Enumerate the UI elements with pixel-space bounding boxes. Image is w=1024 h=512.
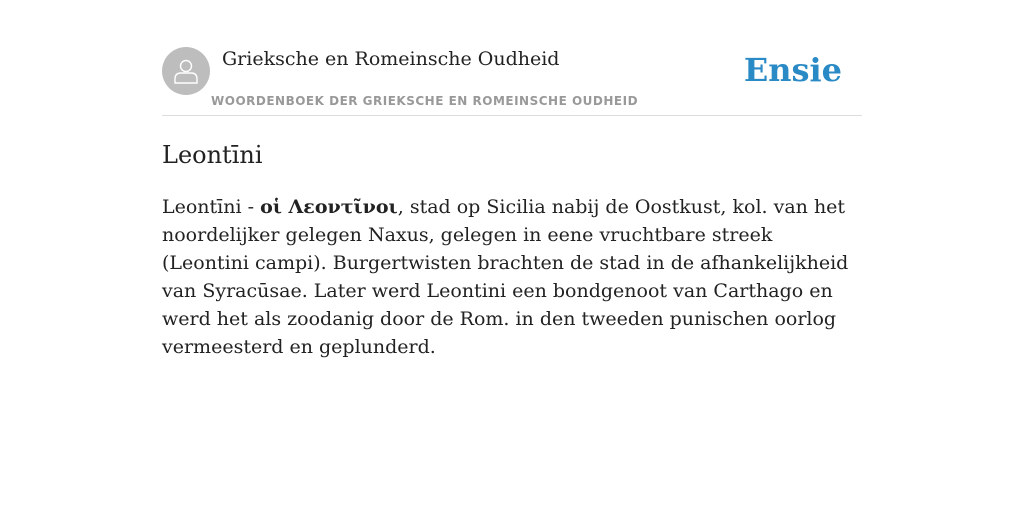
entry-description: , stad op Sicilia nabij de Oostkust, kol. van het noordelijker gelegen Naxus, gelegen in eene vruchtbare streek (Leontini campi). Burgertwisten brachten de stad in de afhankelijkheid van Syracūsae. Later werd Leontini een bondgenoot van Carthago en werd het als zoodanig door de Rom. in den tweeden punischen oorlog vermeesterd en geplunderd. <box>162 196 849 358</box>
source-subtitle: WOORDENBOEK DER GRIEKSCHE EN ROMEINSCHE OUDHEID <box>211 94 639 108</box>
entry-headword: Leontīni <box>162 196 242 218</box>
user-icon <box>171 56 201 86</box>
brand-logo[interactable]: Ensie <box>743 51 842 89</box>
entry-header <box>162 45 862 116</box>
entry-separator: - <box>241 196 261 218</box>
source-title[interactable]: Grieksche en Romeinsche Oudheid <box>222 48 560 70</box>
entry-card <box>162 45 862 361</box>
entry-greek-name: οἱ Λεοντῖνοι <box>260 196 398 218</box>
avatar[interactable] <box>162 47 210 95</box>
entry-body <box>162 193 862 361</box>
entry-title: Leontīni <box>162 141 263 169</box>
